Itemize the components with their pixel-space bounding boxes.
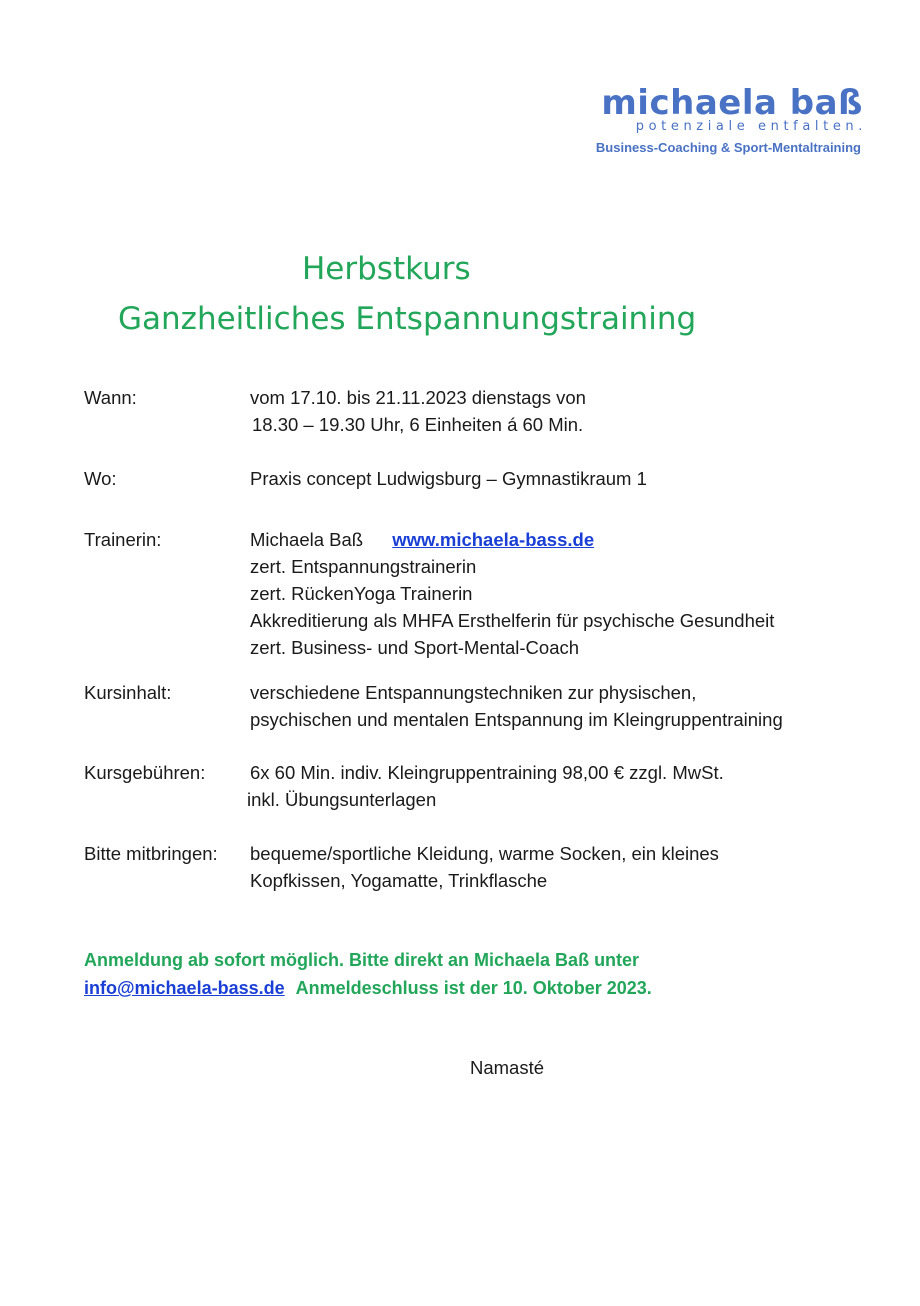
detail-label: Trainerin:	[84, 529, 162, 550]
email-link[interactable]: info@michaela-bass.de	[84, 978, 285, 998]
detail-line: bequeme/sportliche Kleidung, warme Socken, ein kleines	[250, 843, 719, 864]
detail-value	[250, 384, 586, 438]
course-subtitle: Ganzheitliches Entspannungstraining	[118, 301, 697, 337]
detail-line: zert. RückenYoga Trainerin	[250, 583, 473, 604]
detail-line: Akkreditierung als MHFA Ersthelferin für psychische Gesundheit	[250, 610, 775, 631]
detail-label: Wann:	[84, 387, 137, 408]
detail-line: zert. Entspannungstrainerin	[250, 556, 477, 577]
detail-label: Wo:	[84, 468, 117, 489]
detail-value	[250, 526, 774, 661]
detail-value	[250, 840, 719, 894]
detail-value	[247, 759, 724, 813]
detail-value	[250, 679, 783, 733]
registration-note	[84, 946, 652, 1002]
website-link[interactable]: www.michaela-bass.de	[392, 529, 595, 550]
detail-line: 18.30 – 19.30 Uhr, 6 Einheiten á 60 Min.	[252, 414, 584, 435]
detail-line: inkl. Übungsunterlagen	[247, 789, 437, 810]
detail-value	[250, 465, 647, 492]
detail-line: 6x 60 Min. indiv. Kleingruppentraining 98,00 € zzgl. MwSt.	[250, 762, 724, 783]
detail-label: Kursinhalt:	[84, 682, 172, 703]
logo-tagline: potenziale entfalten.	[635, 119, 867, 134]
detail-line: verschiedene Entspannungstechniken zur physischen,	[250, 682, 697, 703]
detail-line	[250, 526, 774, 553]
registration-line: Anmeldung ab sofort möglich. Bitte direkt an Michaela Baß unter	[84, 950, 640, 970]
closing-greeting: Namasté	[470, 1057, 545, 1078]
detail-label: Bitte mitbringen:	[84, 843, 218, 864]
brand-logo	[601, 83, 867, 134]
registration-deadline: Anmeldeschluss ist der 10. Oktober 2023.	[295, 978, 652, 998]
detail-line: vom 17.10. bis 21.11.2023 dienstags von	[250, 387, 586, 408]
detail-line: zert. Business- und Sport-Mental-Coach	[250, 637, 580, 658]
registration-line	[84, 974, 652, 1002]
detail-label: Kursgebühren:	[84, 762, 206, 783]
logo-subtitle: Business-Coaching & Sport-Mentaltraining	[595, 140, 861, 155]
detail-line: Kopfkissen, Yogamatte, Trinkflasche	[250, 870, 548, 891]
trainer-name: Michaela Baß	[250, 529, 364, 550]
course-title: Herbstkurs	[302, 251, 471, 287]
detail-line: Praxis concept Ludwigsburg – Gymnastikraum 1	[250, 468, 647, 489]
detail-line: psychischen und mentalen Entspannung im Kleingruppentraining	[250, 709, 783, 730]
logo-name: michaela baß	[601, 83, 863, 123]
